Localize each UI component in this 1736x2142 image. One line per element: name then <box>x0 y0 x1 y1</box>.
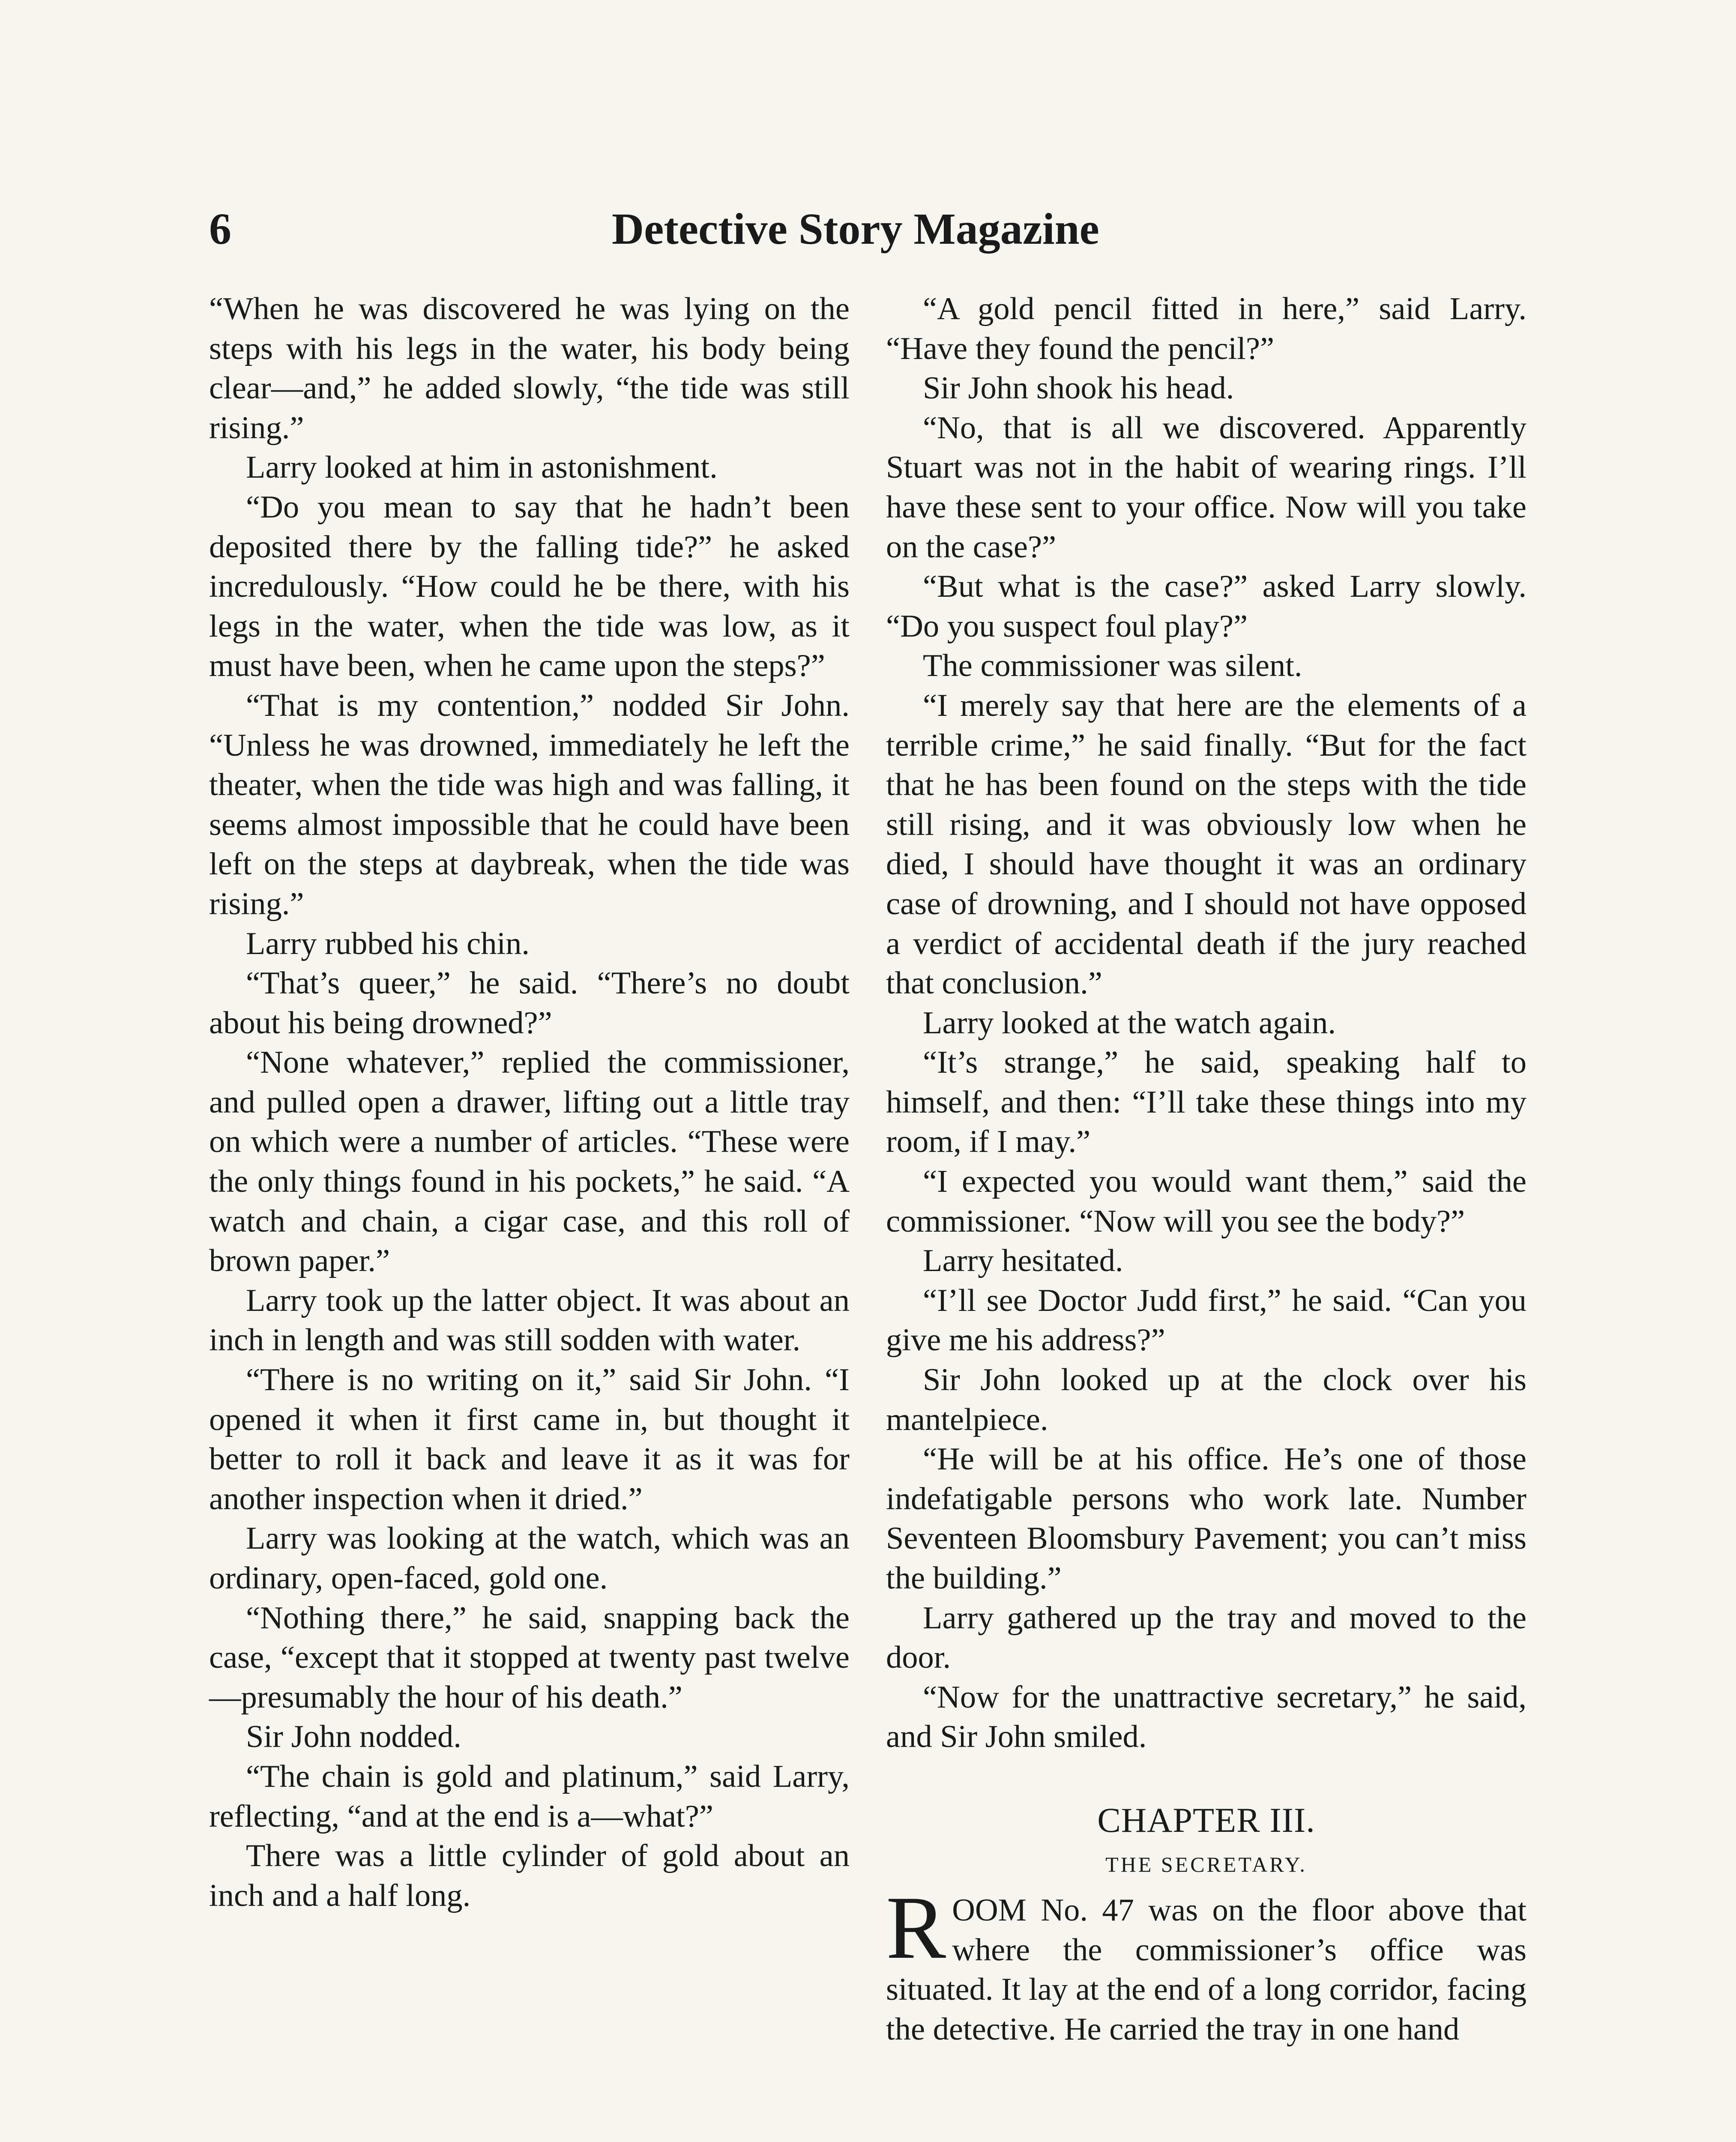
right-column <box>886 289 1526 2049</box>
paragraph: Sir John nodded. <box>246 1719 461 1755</box>
paragraph: Sir John shook his head. <box>923 371 1234 406</box>
opening-word: OOM <box>952 1892 1027 1928</box>
opening-text: No. 47 was on the floor above that where the commissioner’s office was situated. It lay at the end of a long corridor, facing the detective. He carried the tray in one hand <box>886 1892 1526 2047</box>
paragraph: Larry took up the latter object. It was about an inch in length and was still sodden with water. <box>209 1283 850 1358</box>
paragraph: “That’s queer,” he said. “There’s no doubt about his being drowned?” <box>209 966 850 1041</box>
chapter-subtitle: THE SECRETARY. <box>1105 1852 1307 1876</box>
paragraph: Larry looked at the watch again. <box>923 1005 1336 1041</box>
paragraph: “I expected you would want them,” said the commissioner. “Now will you see the body?” <box>886 1164 1526 1239</box>
paragraph: “A gold pencil fitted in here,” said Larry. “Have they found the pencil?” <box>886 291 1526 366</box>
paragraph: “It’s strange,” he said, speaking half to himself, and then: “I’ll take these things into my room, if I may.” <box>886 1045 1526 1160</box>
page-header <box>209 203 1128 263</box>
paragraph: “I merely say that here are the elements of a terrible crime,” he said finally. “But for the fact that he has been found on the steps with the tide still rising, and it was obviously low when he died, I should have thought it was an ordinary case of drowning, and I should not have opposed a verdict of accidental death if the jury reached that conclusion.” <box>886 688 1526 1001</box>
paragraph: Larry was looking at the watch, which was an ordinary, open-faced, gold one. <box>209 1521 850 1596</box>
paragraph: The commissioner was silent. <box>923 648 1302 684</box>
chapter-opening-paragraph <box>886 1878 1526 2049</box>
drop-cap: R <box>886 1878 946 1977</box>
paragraph: “When he was discovered he was lying on the steps with his legs in the water, his body being clear—and,” he added slowly, “the tide was still rising.” <box>209 291 850 446</box>
paragraph: “There is no writing on it,” said Sir John. “I opened it when it first came in, but thought it better to roll it back and leave it as it was for another inspection when it dried.” <box>209 1362 850 1517</box>
paragraph: “Now for the unattractive secretary,” he said, and Sir John smiled. <box>886 1679 1526 1755</box>
running-title: Detective Story Magazine <box>612 204 1099 254</box>
paragraph: “He will be at his office. He’s one of those indefatigable persons who work late. Number Seventeen Bloomsbury Pavement; you can’t miss the building.” <box>886 1442 1526 1596</box>
paragraph: There was a little cylinder of gold about an inch and a half long. <box>209 1838 850 1913</box>
chapter-heading: CHAPTER III. <box>1097 1800 1315 1840</box>
paragraph: “The chain is gold and platinum,” said Larry, reflecting, “and at the end is a—what?” <box>209 1759 850 1834</box>
page-number: 6 <box>209 204 231 254</box>
paragraph: Larry rubbed his chin. <box>246 926 530 961</box>
paragraph: “No, that is all we discovered. Apparently Stuart was not in the habit of wearing rings. I’ll have these sent to your office. Now will you take on the case?” <box>886 410 1526 565</box>
paragraph: “That is my contention,” nodded Sir John. “Unless he was drowned, immediately he left the theater, when the tide was high and was falling, it seems almost impossible that he could have been left on the steps at daybreak, when the tide was rising.” <box>209 688 850 921</box>
paragraph: “But what is the case?” asked Larry slowly. “Do you suspect foul play?” <box>886 569 1526 644</box>
paragraph: “Do you mean to say that he hadn’t been deposited there by the falling tide?” he asked incredulously. “How could he be there, with his legs in the water, when the tide was low, as it must have been, when he came upon the steps?” <box>209 489 850 684</box>
paragraph: Sir John looked up at the clock over his mantelpiece. <box>886 1362 1526 1437</box>
paragraph: Larry hesitated. <box>923 1243 1123 1279</box>
paragraph: Larry looked at him in astonishment. <box>246 450 718 485</box>
paragraph: “Nothing there,” he said, snapping back the case, “except that it stopped at twenty past twelve—presumably the hour of his death.” <box>209 1600 850 1715</box>
paragraph: “I’ll see Doctor Judd first,” he said. “Can you give me his address?” <box>886 1283 1526 1358</box>
left-column <box>209 289 850 1915</box>
paragraph: “None whatever,” replied the commissioner, and pulled open a drawer, lifting out a little tray on which were a number of articles. “These were the only things found in his pockets,” he said. “A watch and chain, a cigar case, and this roll of brown paper.” <box>209 1045 850 1279</box>
paragraph: Larry gathered up the tray and moved to the door. <box>886 1600 1526 1675</box>
